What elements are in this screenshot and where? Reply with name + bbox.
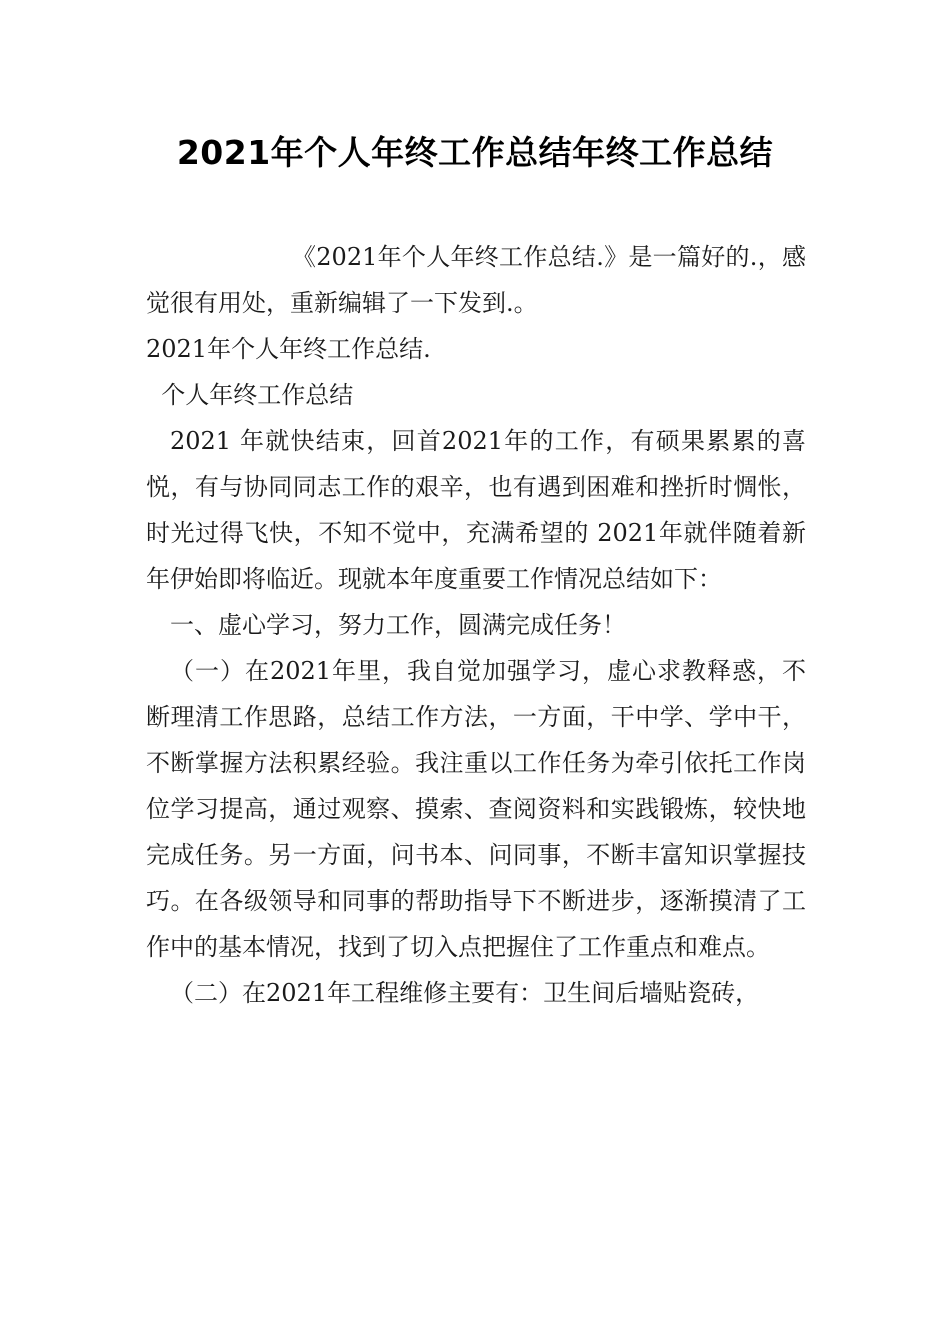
- section-1-item-1: （一）在2021年里，我自觉加强学习，虚心求教释惑，不断理清工作思路，总结工作方法，一方面，干中学、学中干，不断掌握方法积累经验。我注重以工作任务为牵引依托工作岗位学习提高，通过观察、摸索、查阅资料和实践锻炼，较快地完成任务。另一方面，问书本、问同事，不断丰富知识掌握技巧。在各级领导和同事的帮助指导下不断进步，逐渐摸清了工作中的基本情况，找到了切入点把握住了工作重点和难点。: [146, 657, 806, 961]
- intro-paragraph: 《2021年个人年终工作总结.》是一篇好的.，感觉很有用处，重新编辑了一下发到.。: [146, 243, 806, 317]
- paragraph-opening: 2021 年就快结束，回首2021年的工作，有硕果累累的喜悦，有与协同同志工作的艰辛，也有遇到困难和挫折时惆怅，时光过得飞快，不知不觉中，充满希望的 2021年就伴随着新年伊始即将临近。现就本年度重要工作情况总结如下：: [146, 427, 806, 593]
- section-1-heading: 一、虚心学习，努力工作，圆满完成任务！: [170, 611, 626, 639]
- document-body: [146, 234, 806, 1016]
- section-heading: 2021年个人年终工作总结.: [146, 335, 431, 363]
- subheading: 个人年终工作总结: [146, 381, 354, 409]
- section-1-item-2: （二）在2021年工程维修主要有：卫生间后墙贴瓷砖，: [170, 979, 760, 1007]
- document-title: 2021年个人年终工作总结年终工作总结: [176, 133, 774, 172]
